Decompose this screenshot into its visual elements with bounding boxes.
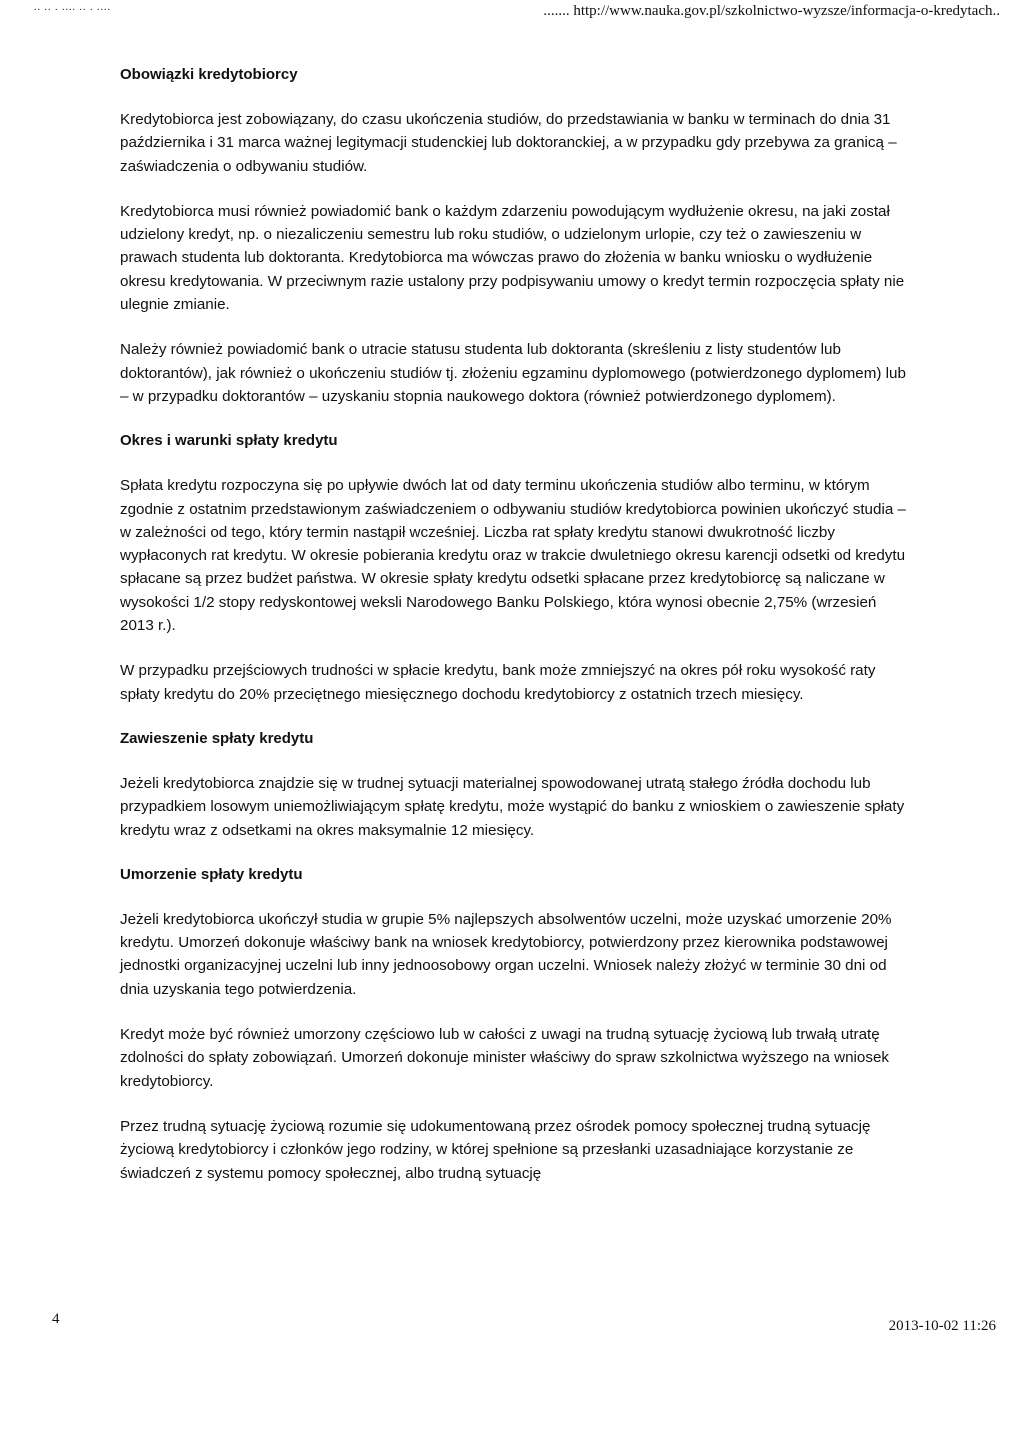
section-title: Okres i warunki spłaty kredytu	[120, 432, 338, 450]
paragraph: Przez trudną sytuację życiową rozumie się udokumentowaną przez ośrodek pomocy społecznej trudną sytuację życiową kredytobiorcy i członków jego rodziny, w której spełnione są przesłanki uzasadniające korzystanie ze świadczeń z systemu pomocy społecznej, albo trudną sytuację	[120, 1117, 871, 1182]
header-left-text: .. .. . .... .. . ....	[34, 2, 111, 13]
section-repayment-terms	[120, 430, 910, 706]
section-suspension	[120, 728, 910, 842]
section-title: Umorzenie spłaty kredytu	[120, 865, 303, 883]
section-title: Zawieszenie spłaty kredytu	[120, 729, 314, 747]
page-header	[0, 0, 1024, 36]
page-number: 4	[52, 1311, 60, 1327]
paragraph: Jeżeli kredytobiorca ukończył studia w grupie 5% najlepszych absolwentów uczelni, może uzyskać umorzenie 20% kredytu. Umorzeń dokonuje właściwy bank na wniosek kredytobiorcy, potwierdzony przez kierownika podstawowej jednostki organizacyjnej uczelni lub inny jednoosobowy organ uczelni. Wniosek należy złożyć w terminie 30 dni od dnia uzyskania tego potwierdzenia.	[120, 910, 892, 998]
document-body	[120, 64, 910, 1207]
section-obligations	[120, 64, 910, 408]
paragraph: Kredytobiorca jest zobowiązany, do czasu ukończenia studiów, do przedstawiania w banku w terminach do dnia 31 października i 31 marca ważnej legitymacji studenckiej lub doktoranckiej, a w przypadku gdy przebywa za granicą – zaświadczenia o odbywaniu studiów.	[120, 111, 897, 175]
header-url[interactable]: ....... http://www.nauka.gov.pl/szkolnictwo-wyzsze/informacja-o-kredytach..	[543, 3, 1000, 19]
paragraph: Spłata kredytu rozpoczyna się po upływie dwóch lat od daty terminu ukończenia studiów albo terminu, w którym zgodnie z ostatnim przedstawionym zaświadczeniem o odbywaniu studiów kredytobiorca powinien ukończyć studia – w zależności od tego, który termin nastąpił wcześniej. Liczba rat spłaty kredytu stanowi dwukrotność liczby wypłaconych rat kredytu. W okresie pobierania kredytu oraz w trakcie dwuletniego okresu karencji odsetki od kredytu spłacane są przez budżet państwa. W okresie spłaty kredytu odsetki spłacane przez kredytobiorcę są naliczane w wysokości 1/2 stopy redyskontowej weksli Narodowego Banku Polskiego, która wynosi obecnie 2,75% (wrzesień 2013 r.).	[120, 477, 906, 635]
paragraph: Kredyt może być również umorzony częściowo lub w całości z uwagi na trudną sytuację życiową lub trwałą utratę zdolności do spłaty zobowiązań. Umorzeń dokonuje minister właściwy do spraw szkolnictwa wyższego na wniosek kredytobiorcy.	[120, 1026, 890, 1090]
print-datetime: 2013-10-02 11:26	[888, 1318, 996, 1334]
section-title: Obowiązki kredytobiorcy	[120, 66, 298, 83]
section-cancellation	[120, 864, 910, 1185]
paragraph: Kredytobiorca musi również powiadomić bank o każdym zdarzeniu powodującym wydłużenie okresu, na jaki został udzielony kredyt, np. o niezaliczeniu semestru lub roku studiów, o udzielonym urlopie, czy też o zawieszeniu w prawach studenta lub doktoranta. Kredytobiorca ma wówczas prawo do złożenia w banku wniosku o wydłużenie okresu kredytowania. W przeciwnym razie ustalony przy podpisywaniu umowy o kredyt termin rozpoczęcia spłaty nie ulegnie zmianie.	[120, 202, 905, 314]
paragraph: Jeżeli kredytobiorca znajdzie się w trudnej sytuacji materialnej spowodowanej utratą stałego źródła dochodu lub przypadkiem losowym uniemożliwiającym spłatę kredytu, może wystąpić do banku z wnioskiem o zawieszenie spłaty kredytu wraz z odsetkami na okres maksymalnie 12 miesięcy.	[120, 774, 905, 839]
paragraph: Należy również powiadomić bank o utracie statusu studenta lub doktoranta (skreśleniu z listy studentów lub doktorantów), jak również o ukończeniu studiów tj. złożeniu egzaminu dyplomowego (potwierdzonego dyplomem) lub – w przypadku doktorantów – uzyskaniu stopnia naukowego doktora (również potwierdzonego dyplomem).	[120, 341, 906, 405]
paragraph: W przypadku przejściowych trudności w spłacie kredytu, bank może zmniejszyć na okres pół roku wysokość raty spłaty kredytu do 20% przeciętnego miesięcznego dochodu kredytobiorcy z ostatnich trzech miesięcy.	[120, 662, 876, 703]
